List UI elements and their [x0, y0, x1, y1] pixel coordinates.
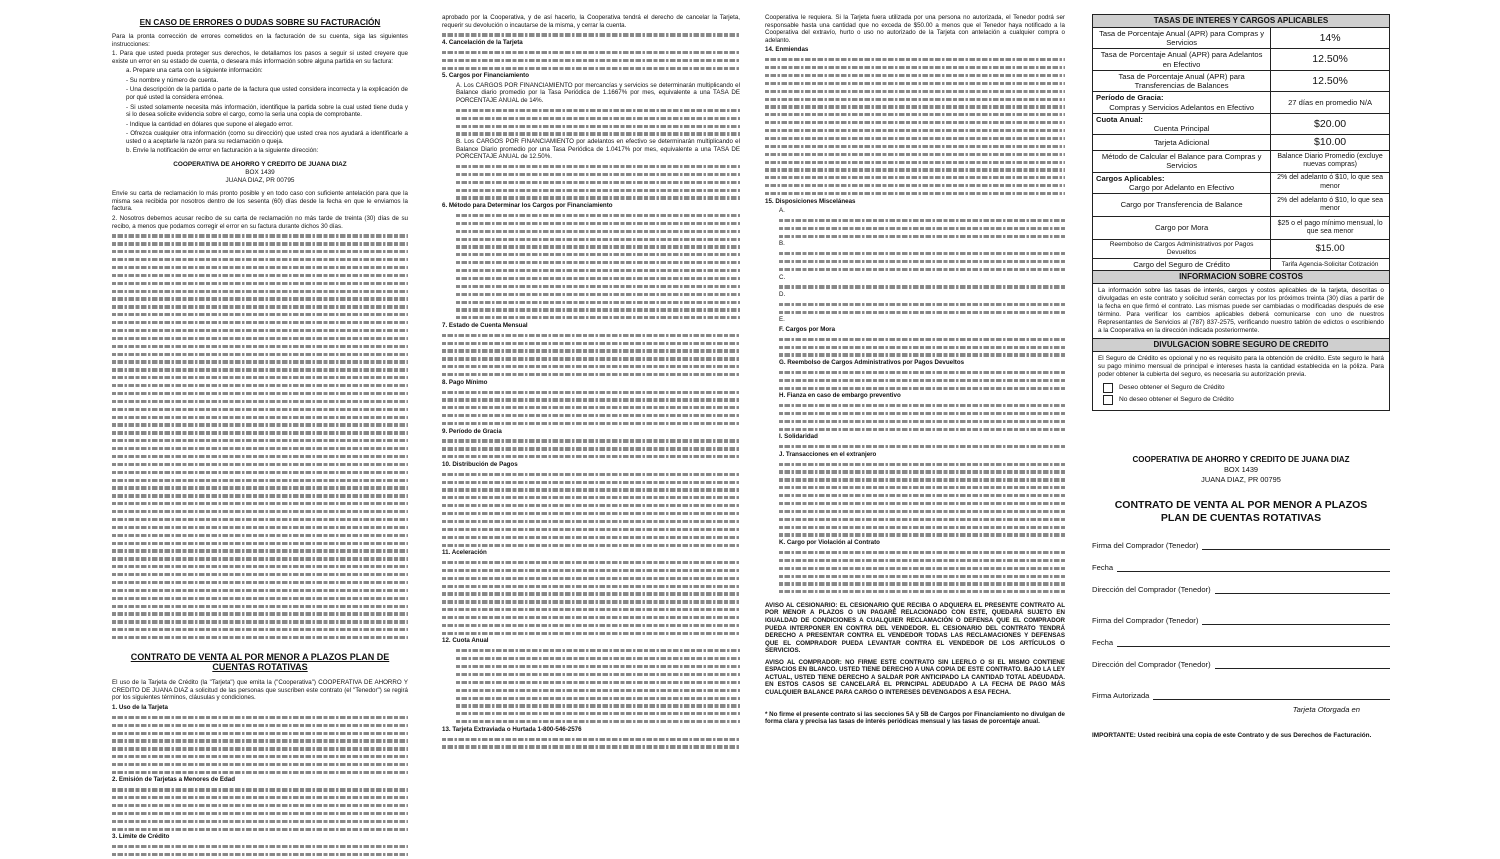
section-15-title: 15. Disposiciones Misceláneas	[765, 197, 856, 205]
table-row	[1093, 240, 1390, 259]
insurance-box	[1092, 339, 1390, 411]
insurance-header: DIVULGACION SOBRE SEGURO DE CREDITO	[1093, 339, 1389, 352]
insurance-opt-in[interactable]	[1093, 382, 1389, 394]
errors-item-1a-bullet: - Una descripción de la partida o parte de la factura que usted considera incorrecta y la explicación de por qué usted la considera errónea.	[126, 86, 408, 101]
provision-item: J. Transacciones en el extranjero	[779, 450, 877, 458]
errors-item-2: 2. Nosotros debemos acusar recibo de su carta de reclamación no más tarde de treinta (30) días de su recibo, a menos que podamos corregir el error en su factura durante dichos 30 días.	[112, 215, 408, 230]
apr-cash-value: 12.50%	[1271, 49, 1390, 71]
transfer-fee-value: 2% del adelanto ó $10, lo que sea menor	[1271, 194, 1390, 217]
errors-item-1a-bullet: - Indique la cantidad en dólares que supone el alegado error.	[126, 120, 293, 128]
section-1	[112, 704, 408, 712]
section-3	[112, 833, 408, 841]
section-12-title: 12. Cuota Anual	[442, 637, 489, 645]
date-field[interactable]	[1092, 561, 1390, 572]
mailing-address	[112, 161, 408, 184]
balance-method-label: Método de Calcular el Balance para Compras y Servicios	[1093, 151, 1271, 173]
col2-intro: aprobado por la Cooperativa, y de así hacerlo, la Cooperativa tendrá el derecho de cancelar la Tarjeta, requerir su devolución o incautarse de la misma, y cerrar la cuenta.	[442, 14, 740, 29]
provision-item: C.	[779, 273, 786, 281]
section-9	[442, 428, 740, 436]
errors-heading: EN CASO DE ERRORES O DUDAS SOBRE SU FACTURACIÓN	[139, 18, 381, 27]
opt-in-label: Deseo obtener el Seguro de Crédito	[1119, 383, 1225, 391]
fee-main-value: $20.00	[1271, 113, 1390, 135]
sig2-label: Firma del Comprador (Tenedor)	[1092, 615, 1199, 625]
date1-label: Fecha	[1092, 562, 1114, 572]
addr2-line[interactable]	[1215, 659, 1390, 669]
dense-text-block	[442, 735, 740, 751]
section-13-title: 13. Tarjeta Extraviada o Hurtada	[442, 725, 536, 733]
dense-text-block	[112, 713, 408, 776]
balance-method-value: Balance Diario Promedio (excluye nuevas compras)	[1271, 151, 1390, 173]
apr-cash-label: Tasa de Porcentaje Anual (APR) para Adelantos en Efectivo	[1093, 49, 1271, 71]
dense-text-block	[442, 388, 740, 427]
opt-out-label: No deseo obtener el Seguro de Crédito	[1119, 395, 1234, 403]
section-8-title: 8. Pago Mínimo	[442, 378, 488, 386]
costs-text: La información sobre las tasas de interés, cargos y costos aplicables de la tarjeta, descritas o divulgadas en este contrato y solicitud serán correctas por los próximos treinta (30) días a partir de la fecha en que firmó el contrato. Las mismas puede ser cambiadas o modificadas después de ese término. Para verificar los cambios aplicables deberá comunicarse con uno de nuestros Representantes de Servicios al (787) 837-2575, verificando nuestro tablón de edictos o escribiendo a la Cooperativa en la dirección indicada posteriormente.	[1098, 287, 1384, 335]
errors-item-1: 1. Para que usted pueda proteger sus derechos, le detallamos los pasos a seguir si usted creyere que existe un error en su estado de cuenta, o deseara más información sobre alguna partida en su factura:	[112, 50, 408, 65]
fee-cell	[1093, 113, 1271, 135]
sig1-line[interactable]	[1202, 540, 1390, 550]
section-4-title: 4. Cancelación de la Tarjeta	[442, 39, 523, 46]
applicable-cell	[1093, 172, 1271, 194]
column-billing-errors	[112, 14, 408, 841]
authorized-signature-field[interactable]	[1092, 689, 1390, 700]
costs-box	[1092, 271, 1390, 339]
cover-box: BOX 1439	[1223, 465, 1259, 475]
dense-text-block	[442, 470, 740, 549]
section-2-title: 2. Emisión de Tarjetas a Menores de Edad	[112, 776, 235, 784]
dense-text-block	[442, 212, 740, 322]
dense-text-block	[765, 283, 1065, 291]
insurance-text: El Seguro de Crédito es opcional y no es requisito para la obtención de crédito. Este seguro le hará su pago mínimo mensual de principal e intereses hasta la cantidad establecida en la póliza. Para poder obtener la cubierta del seguro, es necesaria su autorización previa.	[1098, 354, 1384, 378]
contract-intro: El uso de la Tarjeta de Crédito (la "Tarjeta") que emita la ("Cooperativa") COOPERATIVA DE AHORRO Y CREDITO DE JUANA DIAZ a solicitud de las personas que suscriben este contrato (el "Tenedor") se regirá por los siguientes términos, cláusulas y condiciones.	[112, 679, 408, 702]
table-row	[1093, 217, 1390, 240]
dense-text-block	[765, 402, 1065, 434]
section-4	[442, 39, 740, 47]
dense-text-block	[442, 163, 740, 202]
dense-text-block	[112, 232, 408, 642]
grace-title: Período de Gracia:	[1096, 93, 1164, 103]
coop-box: BOX 1439	[245, 168, 275, 176]
errors-item-1a-bullet: - Su nombre y número de cuenta.	[126, 76, 219, 84]
dense-text-block	[765, 549, 1065, 596]
table-row	[1093, 172, 1390, 194]
cover-title	[1092, 499, 1390, 525]
date-field[interactable]	[1092, 636, 1390, 647]
cash-advance-fee-value: 2% del adelanto ó $10, lo que sea menor	[1271, 172, 1390, 194]
section-1-title: 1. Uso de la Tarjeta	[112, 703, 168, 711]
cover-coop-name: COOPERATIVA DE AHORRO Y CREDITO DE JUANA DIAZ	[1132, 454, 1350, 464]
table-row	[1093, 151, 1390, 173]
table-row	[1093, 27, 1390, 49]
send-paragraph: Envíe su carta de reclamación lo más pronto posible y en todo caso con suficiente antelación para que la misma sea recibida por nosotros dentro de los sesenta (60) días desde la fecha en que le enviamos la factura.	[112, 190, 408, 213]
checkbox-opt-out[interactable]	[1103, 395, 1113, 405]
provision-item: G. Reembolso de Cargos Administrativos por Pagos Devueltos	[779, 359, 965, 366]
section-14	[765, 46, 1065, 54]
authorized-line[interactable]	[1153, 690, 1390, 700]
date2-line[interactable]	[1117, 637, 1390, 647]
date2-label: Fecha	[1092, 637, 1114, 647]
dense-text-block	[442, 559, 740, 638]
address-field[interactable]	[1092, 583, 1390, 594]
contract-heading: CONTRATO DE VENTA AL POR MENOR A PLAZOS PLAN DE CUENTAS ROTATIVAS	[130, 651, 390, 673]
provision-item: E.	[779, 316, 785, 324]
section-5-title: 5. Cargos por Financiamiento	[442, 72, 529, 80]
section-5b: B. Los CARGOS POR FINANCIAMIENTO por adelantos en efectivo se determinarán multiplicando el Balance Diario promedio por una Tasa Periódica de 1.0417% por mes, equivalente a una TASA DE PORCENTAJE ANUAL de 12.50%.	[456, 137, 740, 161]
section-8	[442, 379, 740, 387]
column-contract-terms	[442, 14, 740, 832]
insurance-fee-label: Cargo del Seguro de Crédito	[1093, 259, 1271, 271]
grace-label: Compras y Servicios Adelantos en Efectivo	[1109, 102, 1254, 112]
provision-item: D.	[779, 290, 786, 298]
dense-text-block	[765, 460, 1065, 539]
errors-item-1a-bullet: - Si usted solamente necesita más información, identifique la partida sobre la cual usted tiene duda y si lo desea solicite evidencia sobre el cargo, como la seria una copia de comprobante.	[126, 103, 408, 119]
costs-header: INFORMACION SOBRE COSTOS	[1093, 271, 1389, 284]
coop-name: COOPERATIVA DE AHORRO Y CREDITO DE JUANA DIAZ	[173, 160, 347, 168]
table-row	[1093, 259, 1390, 271]
authorized-label: Firma Autorizada	[1092, 690, 1150, 700]
coop-city: JUANA DIAZ, PR 00795	[225, 176, 295, 184]
notice-to-buyer: AVISO AL COMPRADOR: NO FIRME ESTE CONTRATO SIN LEERLO O SI EL MISMO CONTIENE ESPACIOS EN BLANCO. USTED TIENE DERECHO A UNA COPIA DE ESTE CONTRATO. BAJO LA LEY ACTUAL, USTED TIENE DERECHO A SALDAR POR ANTICIPADO LA CANTIDAD TOTAL ADEUDADA. EN ESTOS CASOS SE CANCELARÁ EL PRINCIPAL ADEUDADO A LA FECHA DE PAGO MÁS CUALQUIER BALANCE PARA CARGO O INTERESES DEVENGADOS A ESA FECHA.	[765, 658, 1065, 696]
column-disclosures	[1092, 14, 1390, 832]
section-9-title: 9. Período de Gracia	[442, 427, 502, 435]
returned-payment-value: $15.00	[1271, 240, 1390, 259]
errors-intro: Para la pronta corrección de errores cometidos en la facturación de su cuenta, siga las siguientes instrucciones:	[112, 33, 408, 48]
cover-city: JUANA DIAZ, PR 00795	[1201, 474, 1281, 484]
returned-payment-label: Reembolso de Cargos Administrativos por Pagos Devueltos	[1093, 240, 1271, 259]
dense-text-block	[765, 443, 1065, 451]
sig1-label: Firma del Comprador (Tenedor)	[1092, 540, 1199, 550]
column-misc-provisions	[765, 14, 1065, 832]
table-row	[1093, 135, 1390, 151]
section-7	[442, 322, 740, 330]
section-12	[442, 637, 740, 645]
apr-transfer-value: 12.50%	[1271, 70, 1390, 92]
fee-main-label: Cuenta Principal	[1153, 124, 1210, 133]
dense-text-block	[765, 217, 1065, 241]
table-row	[1093, 92, 1390, 114]
important-note: IMPORTANTE: Usted recibirá una copia de este Contrato y de sus Derechos de Facturación.	[1092, 732, 1372, 739]
fee-additional-value: $10.00	[1271, 135, 1390, 151]
fee-title: Cuota Anual:	[1096, 114, 1143, 124]
section-5a: A. Los CARGOS POR FINANCIAMIENTO por mercancías y servicios se determinarán multiplicando el Balance diario promedio por la Tasa Periódica de 1.1667% por mes, equivalente a una TASA DE PORCENTAJE ANUAL de 14%.	[456, 81, 740, 104]
section-11-title: 11. Aceleración	[442, 549, 487, 557]
section-10-title: 10. Distribución de Pagos	[442, 460, 518, 468]
dense-text-block	[765, 335, 1065, 359]
errors-item-1b: b. Envíe la notificación de error en facturación a la siguiente dirección:	[126, 147, 319, 155]
cover-title-line2: PLAN DE CUENTAS ROTATIVAS	[1160, 511, 1322, 524]
dense-text-block	[765, 301, 1065, 317]
table-row	[1093, 194, 1390, 217]
apr-purchases-label: Tasa de Porcentaje Anual (APR) para Compras y Servicios	[1093, 27, 1271, 49]
grace-value: 27 días en promedio N/A	[1271, 92, 1390, 114]
date1-line[interactable]	[1117, 562, 1390, 572]
insurance-opt-out[interactable]	[1093, 394, 1389, 406]
grace-cell	[1093, 92, 1271, 114]
address-field[interactable]	[1092, 658, 1390, 669]
applicable-title: Cargos Aplicables:	[1096, 173, 1165, 183]
section-11	[442, 549, 740, 557]
section-14-title: 14. Enmiendas	[765, 46, 809, 54]
notice-to-assignee: AVISO AL CESIONARIO: EL CESIONARIO QUE RECIBA O ADQUIERA EL PRESENTE CONTRATO AL POR MENOR A PLAZOS O UN PAGARÉ RELACIONADO CON ESTE, QUEDARÁ SUJETO EN IGUALDAD DE CONDICIONES A CUALQUIER RECLAMACIÓN O DEFENSA QUE EL COMPRADOR PUEDA INTERPONER EN CONTRA DEL VENDEDOR. EL CESIONARIO DEL CONTRATO TENDRÁ DERECHO A PRESENTAR CONTRA EL VENDEDOR TODAS LAS RECLAMACIONES Y DEFENSAS QUE EL COMPRADOR PUEDA LEVANTAR CONTRA EL VENDEDOR DE LOS ARTÍCULOS O SERVICIOS.	[765, 601, 1065, 655]
section-6-title: 6. Método para Determinar los Cargos por Financiamiento	[442, 202, 613, 209]
dense-text-block	[442, 437, 740, 461]
dense-text-block	[765, 369, 1065, 393]
apr-transfer-label: Tasa de Porcentaje Anual (APR) para Transferencias de Balances	[1093, 70, 1271, 92]
table-row	[1093, 49, 1390, 71]
section-13	[442, 726, 740, 734]
dense-text-block	[765, 250, 1065, 274]
late-fee-value: $25 o el pago mínimo mensual, lo que sea menor	[1271, 217, 1390, 240]
addr2-label: Dirección del Comprador (Tenedor)	[1092, 659, 1211, 669]
card-issued-at: Tarjeta Otorgada en	[1292, 704, 1360, 714]
checkbox-opt-in[interactable]	[1103, 383, 1113, 393]
dense-text-block	[442, 49, 740, 73]
phone-number: 1-800-546-2576	[537, 725, 582, 733]
signature-field[interactable]	[1092, 614, 1390, 625]
cover-address	[1092, 455, 1390, 485]
provision-item: H. Fianza en caso de embargo preventivo	[779, 392, 901, 400]
section-15	[765, 198, 1065, 206]
dense-text-block	[442, 31, 740, 39]
section-6	[442, 202, 740, 210]
provision-item: F. Cargos por Mora	[779, 325, 836, 333]
errors-item-1a-bullet: - Ofrezca cualquier otra información (como su dirección) que usted crea nos ayudará a identificarle a usted o a aceptarle la razón para su reclamación o queja.	[126, 130, 408, 145]
section-2	[112, 776, 408, 784]
addr1-line[interactable]	[1215, 584, 1390, 594]
errors-item-1a: a. Prepare una carta con la siguiente información:	[126, 67, 263, 75]
rates-table	[1092, 14, 1390, 271]
provision-item: A.	[779, 207, 785, 215]
table-row	[1093, 113, 1390, 135]
dense-text-block	[765, 56, 1065, 198]
section-3-title: 3. Límite de Crédito	[112, 833, 170, 841]
section-7-title: 7. Estado de Cuenta Mensual	[442, 321, 528, 329]
provision-item: B.	[779, 240, 785, 248]
insurance-fee-value: Tarifa Agencia-Solicitar Cotización	[1271, 259, 1390, 271]
table-row	[1093, 70, 1390, 92]
dense-text-block	[112, 786, 408, 833]
late-fee-label: Cargo por Mora	[1093, 217, 1271, 240]
signature-field[interactable]	[1092, 539, 1390, 550]
col3-intro: Cooperativa le requiera. Si la Tarjeta fuera utilizada por una persona no autorizada, el Tenedor podrá ser responsable hasta una cantidad que no exceda de $50.00 a menos que el Tenedor haya notificado a la Cooperativa del extravío, hurto o uso no autorizado de la Tarjeta con antelación a cualquier compra o adelanto.	[765, 14, 1065, 44]
apr-purchases-value: 14%	[1271, 27, 1390, 49]
footnote: * No firme el presente contrato si las secciones 5A y 5B de Cargos por Financiamiento no divulgan de forma clara y precisa las tasas de interés periódicas mensual y las tasas de porcentaje anual.	[765, 710, 1065, 726]
cash-advance-fee-label: Cargo por Adelanto en Efectivo	[1129, 182, 1235, 192]
sig2-line[interactable]	[1202, 615, 1390, 625]
dense-text-block	[112, 843, 408, 859]
section-10	[442, 461, 740, 469]
provision-item: K. Cargo por Violación al Contrato	[779, 539, 880, 546]
addr1-label: Dirección del Comprador (Tenedor)	[1092, 584, 1211, 594]
cover-title-line1: CONTRATO DE VENTA AL POR MENOR A PLAZOS	[1114, 498, 1368, 511]
rates-header: TASAS DE INTERES Y CARGOS APLICABLES	[1093, 15, 1390, 28]
dense-text-block	[442, 331, 740, 378]
fee-additional-label: Tarjeta Adicional	[1093, 135, 1271, 151]
dense-text-block	[442, 647, 740, 726]
provision-item: I. Solidaridad	[779, 433, 818, 441]
dense-text-block	[442, 106, 740, 138]
section-5	[442, 72, 740, 80]
transfer-fee-label: Cargo por Transferencia de Balance	[1093, 194, 1271, 217]
